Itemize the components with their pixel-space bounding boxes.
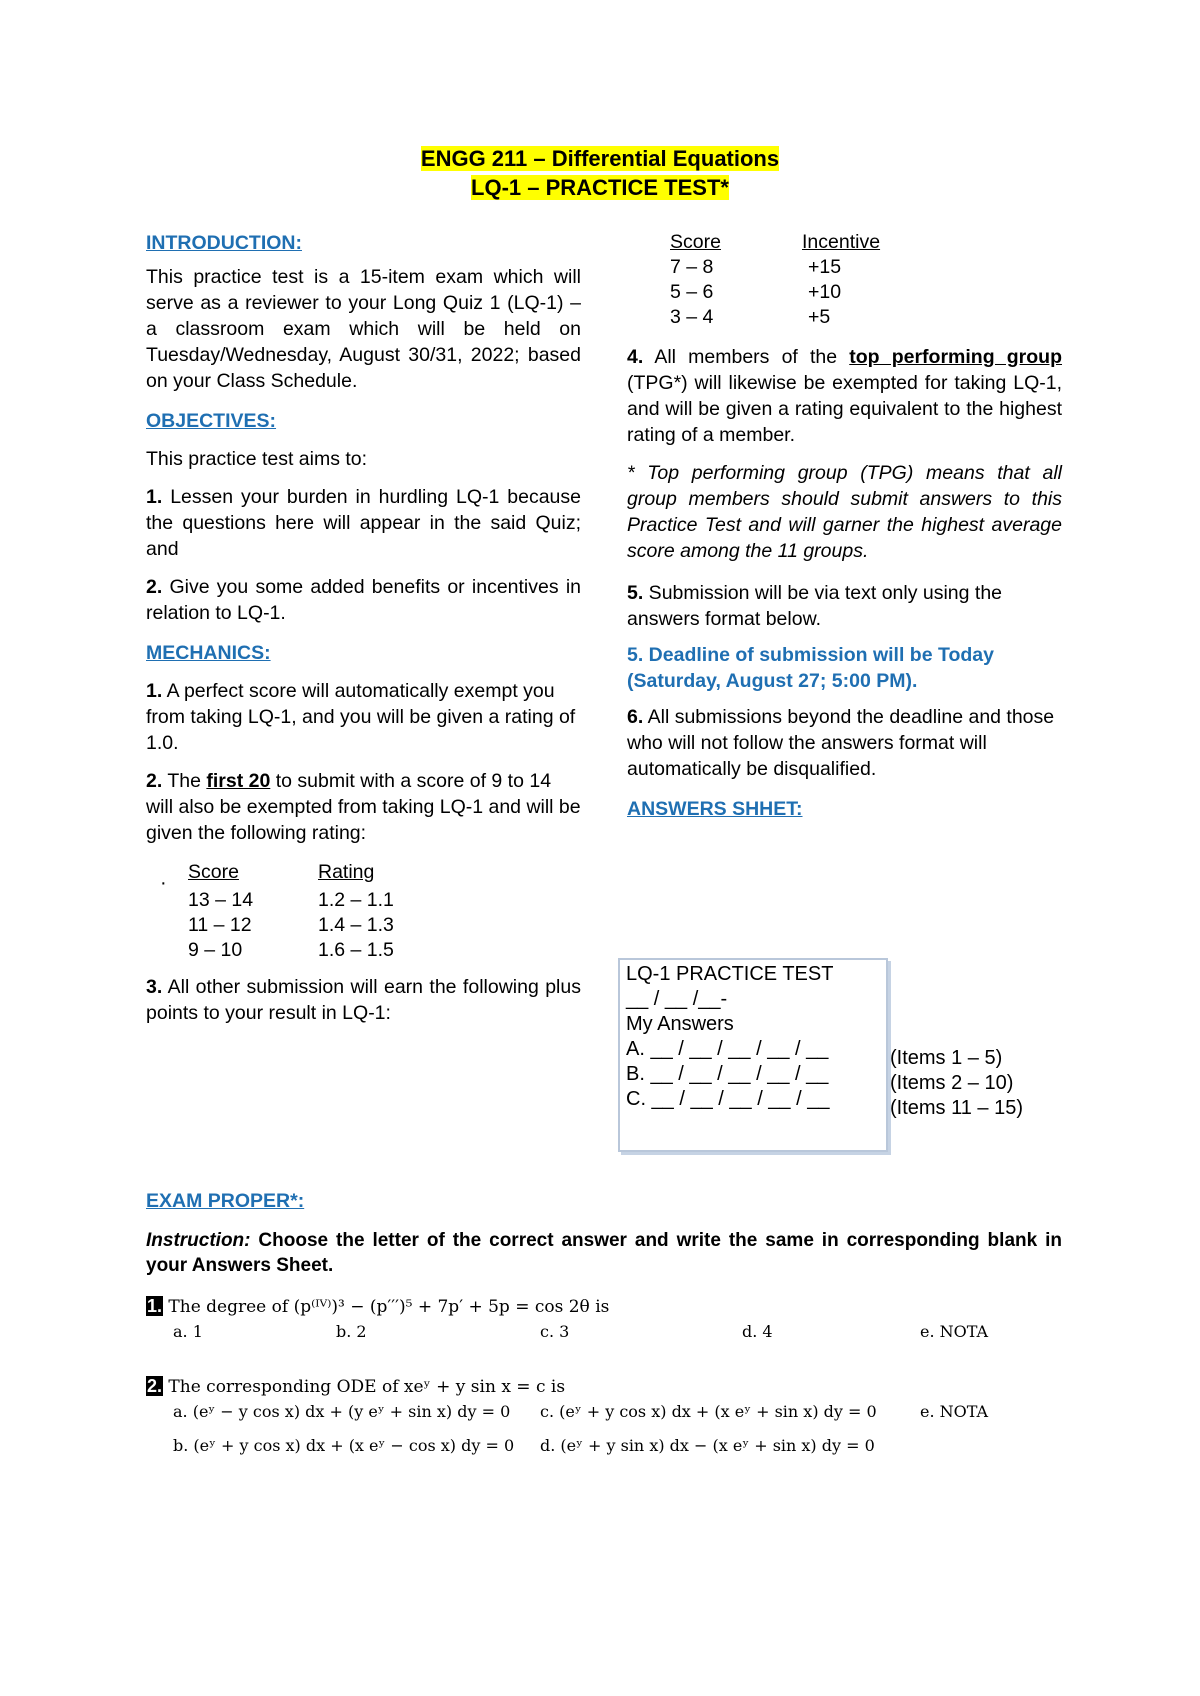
introduction-text: This practice test is a 15-item exam which will serve as a reviewer to your Long Quiz 1 (LQ-1) – a classroom exam which will be held on Tuesday/Wednesday, August 30/31, 2022; based on your Class Schedule. [146, 266, 581, 392]
q1-option-b: b. 2 [336, 1322, 367, 1341]
question-1-number: 1. [147, 1296, 163, 1316]
exam-proper-heading: EXAM PROPER*: [146, 1190, 305, 1212]
incentive-score: 7 – 8 [670, 256, 714, 278]
table-row [670, 255, 880, 280]
table-row [188, 938, 394, 963]
rating-value: 1.2 – 1.1 [318, 889, 394, 911]
incentive-score: 3 – 4 [670, 306, 714, 328]
question-1-text: The degree of (p⁽ᴵⱽ⁾)³ − (p′′′)⁵ + 7p′ + 5p = cos 2θ is [168, 1297, 610, 1317]
mechanics-item-3 [146, 974, 581, 1026]
range-a: (Items 1 – 5) [890, 1047, 1003, 1069]
table-row [188, 913, 394, 938]
instruction-label: Instruction: [146, 1230, 251, 1251]
incentive-value: +5 [808, 306, 831, 328]
instruction-text: Choose the letter of the correct answer and write the same in corresponding blank in your Answers Sheet. [146, 1230, 1062, 1276]
mechanics-number-6: 6. [627, 706, 644, 728]
top-performing-group-emphasis: top performing group [849, 346, 1062, 368]
question-2-text: The corresponding ODE of xeʸ + y sin x = c is [168, 1377, 566, 1397]
q1-option-a: a. 1 [173, 1322, 203, 1341]
objective-number-2: 2. [146, 576, 163, 598]
mechanics-item-5 [627, 580, 1062, 632]
objective-text-2: Give you some added benefits or incentives in relation to LQ-1. [146, 576, 581, 624]
rating-table-block [146, 856, 581, 964]
rating-score: 9 – 10 [188, 939, 243, 961]
answers-line-a: A. __ / __ / __ / __ / __ [626, 1038, 829, 1060]
mechanics-text-2a: The [162, 770, 207, 792]
mechanics-text-5: Submission will be via text only using the answers format below. [627, 582, 1003, 630]
title-line-1: ENGG 211 – Differential Equations [420, 146, 780, 171]
mechanics-number-3: 3. [146, 976, 163, 998]
bullet-mark: · [160, 872, 167, 894]
objective-item-2 [146, 574, 581, 626]
mechanics-number-2: 2. [146, 770, 163, 792]
answers-line-title: LQ-1 PRACTICE TEST [626, 963, 834, 985]
incentive-value: +10 [808, 281, 842, 303]
incentive-header-incentive: Incentive [802, 231, 881, 253]
table-row [188, 888, 394, 913]
answers-line-date: __ / __ /__- [626, 988, 728, 1010]
q2-option-e: e. NOTA [920, 1402, 989, 1421]
mechanics-number-1: 1. [146, 680, 163, 702]
mechanics-item-1 [146, 678, 581, 756]
range-c: (Items 11 – 15) [890, 1097, 1024, 1119]
answers-line-label: My Answers [626, 1013, 734, 1035]
mechanics-heading: MECHANICS: [146, 642, 271, 664]
q1-option-c: c. 3 [540, 1322, 570, 1341]
q1-option-e: e. NOTA [920, 1322, 989, 1341]
q2-option-b: b. (eʸ + y cos x) dx + (x eʸ − cos x) dy = 0 [173, 1436, 515, 1455]
q1-option-d: d. 4 [742, 1322, 773, 1341]
mechanics-number-4: 4. [627, 346, 644, 368]
exam-instruction [146, 1228, 1062, 1278]
mechanics-item-4 [627, 344, 1062, 448]
q2-option-c: c. (eʸ + y cos x) dx + (x eʸ + sin x) dy = 0 [540, 1402, 877, 1421]
answers-ranges [890, 1046, 1023, 1121]
incentive-header-score: Score [670, 231, 721, 253]
mechanics-text-4b: (TPG*) will likewise be exempted for taking LQ-1, and will be given a rating equivalent to the highest rating of a member. [627, 372, 1062, 446]
first-20-emphasis: first 20 [206, 770, 271, 792]
tpg-note: * Top performing group (TPG) means that all group members should submit answers to this Practice Test and will garner the highest average score among the 11 groups. [627, 462, 1062, 562]
mechanics-number-5: 5. [627, 582, 644, 604]
q2-option-a: a. (eʸ − y cos x) dx + (y eʸ + sin x) dy = 0 [173, 1402, 511, 1421]
document-title [0, 146, 1200, 172]
mechanics-item-2 [146, 768, 581, 846]
mechanics-text-2b: to submit with a score of 9 to 14 will also be exempted from taking LQ-1 and will be given the following rating: [146, 770, 581, 844]
incentive-table [670, 230, 880, 330]
answers-sheet-heading: ANSWERS SHHET: [627, 798, 803, 820]
objective-number-1: 1. [146, 486, 163, 508]
title-line-2: LQ-1 – PRACTICE TEST* [471, 175, 729, 200]
q2-option-d: d. (eʸ + y sin x) dx − (x eʸ + sin x) dy = 0 [540, 1436, 875, 1455]
incentive-value: +15 [808, 256, 842, 278]
introduction-heading: INTRODUCTION: [146, 232, 302, 254]
left-column [146, 230, 581, 1026]
objective-item-1 [146, 484, 581, 562]
right-column [627, 230, 1062, 822]
rating-value: 1.4 – 1.3 [318, 914, 394, 936]
objectives-lead: This practice test aims to: [146, 448, 368, 470]
rating-score: 13 – 14 [188, 889, 254, 911]
rating-header-rating: Rating [318, 860, 375, 883]
table-row [670, 280, 880, 305]
table-row [670, 305, 880, 330]
range-b: (Items 2 – 10) [890, 1072, 1014, 1094]
question-2-stem [146, 1376, 565, 1397]
rating-score: 11 – 12 [188, 914, 252, 936]
question-2-number: 2. [147, 1376, 163, 1396]
answers-sheet-box [618, 958, 888, 1152]
document-subtitle [0, 175, 1200, 201]
objectives-heading: OBJECTIVES: [146, 410, 277, 432]
mechanics-text-1: A perfect score will automatically exempt you from taking LQ-1, and you will be given a rating of 1.0. [146, 680, 576, 754]
mechanics-item-6 [627, 704, 1062, 782]
answers-line-c: C. __ / __ / __ / __ / __ [626, 1088, 830, 1110]
rating-value: 1.6 – 1.5 [318, 939, 394, 961]
question-1-stem [146, 1296, 609, 1317]
incentive-score: 5 – 6 [670, 281, 714, 303]
mechanics-text-6: All submissions beyond the deadline and those who will not follow the answers format will automatically be disqualified. [627, 706, 1055, 780]
objective-text-1: Lessen your burden in hurdling LQ-1 because the questions here will appear in the said Quiz; and [146, 486, 581, 560]
deadline-notice: 5. Deadline of submission will be Today (Saturday, August 27; 5:00 PM). [627, 644, 994, 692]
rating-header-score: Score [188, 860, 239, 883]
rating-table [188, 856, 394, 963]
answers-line-b: B. __ / __ / __ / __ / __ [626, 1063, 829, 1085]
mechanics-text-4a: All members of the [643, 346, 850, 368]
mechanics-text-3: All other submission will earn the following plus points to your result in LQ-1: [146, 976, 581, 1024]
